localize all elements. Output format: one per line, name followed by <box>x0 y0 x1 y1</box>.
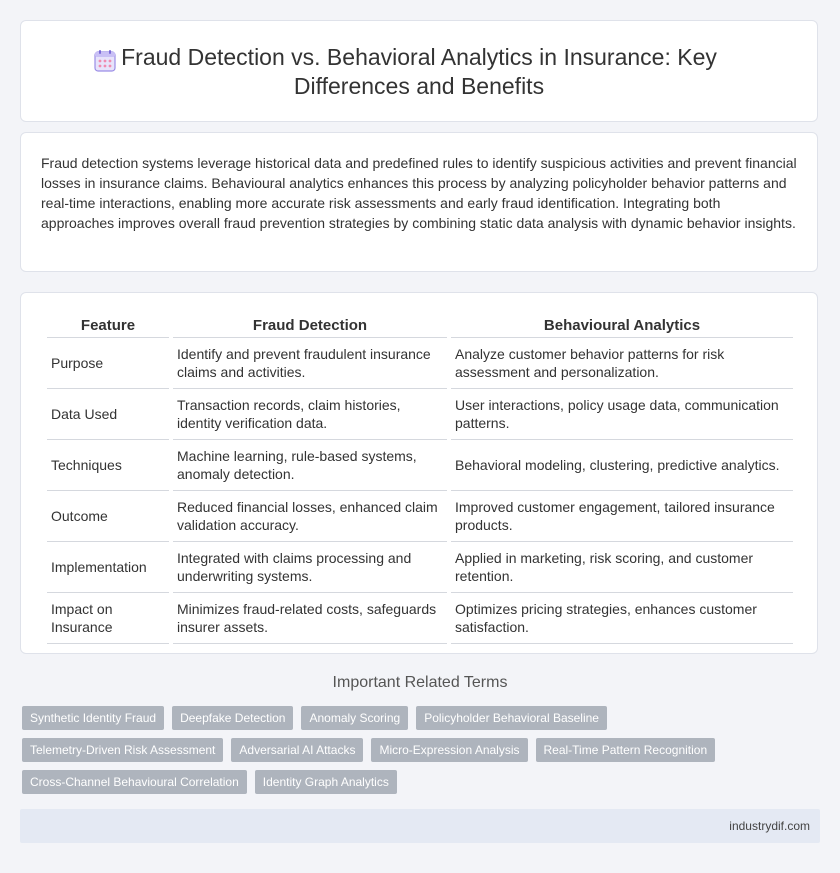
row-behavioural-analytics: Analyze customer behavior patterns for risk assessment and personalization. <box>451 338 793 389</box>
footer-site-link[interactable]: industrydif.com <box>729 819 810 833</box>
intro-card <box>20 132 818 272</box>
table-row <box>47 389 793 440</box>
row-fraud-detection: Minimizes fraud-related costs, safeguards insurer assets. <box>173 593 447 644</box>
related-terms-title: Important Related Terms <box>332 674 508 691</box>
title-card <box>20 20 818 122</box>
page-title: Fraud Detection vs. Behavioral Analytics in Insurance: Key Differences and Benefits <box>121 44 717 99</box>
related-term-tag[interactable]: Micro-Expression Analysis <box>371 738 527 762</box>
row-behavioural-analytics: Behavioral modeling, clustering, predictive analytics. <box>451 440 793 491</box>
row-fraud-detection: Integrated with claims processing and underwriting systems. <box>173 542 447 593</box>
row-fraud-detection: Machine learning, rule-based systems, anomaly detection. <box>173 440 447 491</box>
row-feature: Impact on Insurance <box>47 593 169 644</box>
related-term-tag[interactable]: Adversarial AI Attacks <box>231 738 363 762</box>
related-term-tag[interactable]: Deepfake Detection <box>172 706 293 730</box>
row-feature: Outcome <box>47 491 169 542</box>
row-feature: Implementation <box>47 542 169 593</box>
row-feature: Purpose <box>47 338 169 389</box>
row-behavioural-analytics: User interactions, policy usage data, communication patterns. <box>451 389 793 440</box>
row-behavioural-analytics: Applied in marketing, risk scoring, and customer retention. <box>451 542 793 593</box>
table-row <box>47 542 793 593</box>
row-feature: Data Used <box>47 389 169 440</box>
row-fraud-detection: Identify and prevent fraudulent insurance claims and activities. <box>173 338 447 389</box>
table-row <box>47 491 793 542</box>
related-term-tag[interactable]: Anomaly Scoring <box>301 706 408 730</box>
intro-paragraph: Fraud detection systems leverage historical data and predefined rules to identify suspicious activities and prevent financial losses in insurance claims. Behavioural analytics enhances this process by analyzing policyholder behavior patterns and real-time interactions, enabling more accurate risk assessments and early fraud identification. Integrating both approaches improves overall fraud prevention strategies by combining static data analysis with dynamic behavior insights. <box>41 155 797 231</box>
row-fraud-detection: Transaction records, claim histories, identity verification data. <box>173 389 447 440</box>
table-row <box>47 440 793 491</box>
row-fraud-detection: Reduced financial losses, enhanced claim validation accuracy. <box>173 491 447 542</box>
related-term-tag[interactable]: Cross-Channel Behavioural Correlation <box>22 770 247 794</box>
related-term-tag[interactable]: Policyholder Behavioral Baseline <box>416 706 607 730</box>
comparison-table <box>43 315 797 644</box>
comparison-card <box>20 292 818 654</box>
row-behavioural-analytics: Improved customer engagement, tailored insurance products. <box>451 491 793 542</box>
table-row <box>47 338 793 389</box>
row-behavioural-analytics: Optimizes pricing strategies, enhances customer satisfaction. <box>451 593 793 644</box>
table-header-row <box>47 315 793 338</box>
footer-bar <box>20 809 820 843</box>
related-term-tag[interactable]: Synthetic Identity Fraud <box>22 706 164 730</box>
header-feature: Feature <box>47 315 169 338</box>
related-term-tag[interactable]: Real-Time Pattern Recognition <box>536 738 716 762</box>
table-row <box>47 593 793 644</box>
related-term-tag[interactable]: Identity Graph Analytics <box>255 770 397 794</box>
header-behavioural-analytics: Behavioural Analytics <box>451 315 793 338</box>
row-feature: Techniques <box>47 440 169 491</box>
related-terms-list <box>22 706 822 802</box>
header-fraud-detection: Fraud Detection <box>173 315 447 338</box>
related-term-tag[interactable]: Telemetry-Driven Risk Assessment <box>22 738 223 762</box>
